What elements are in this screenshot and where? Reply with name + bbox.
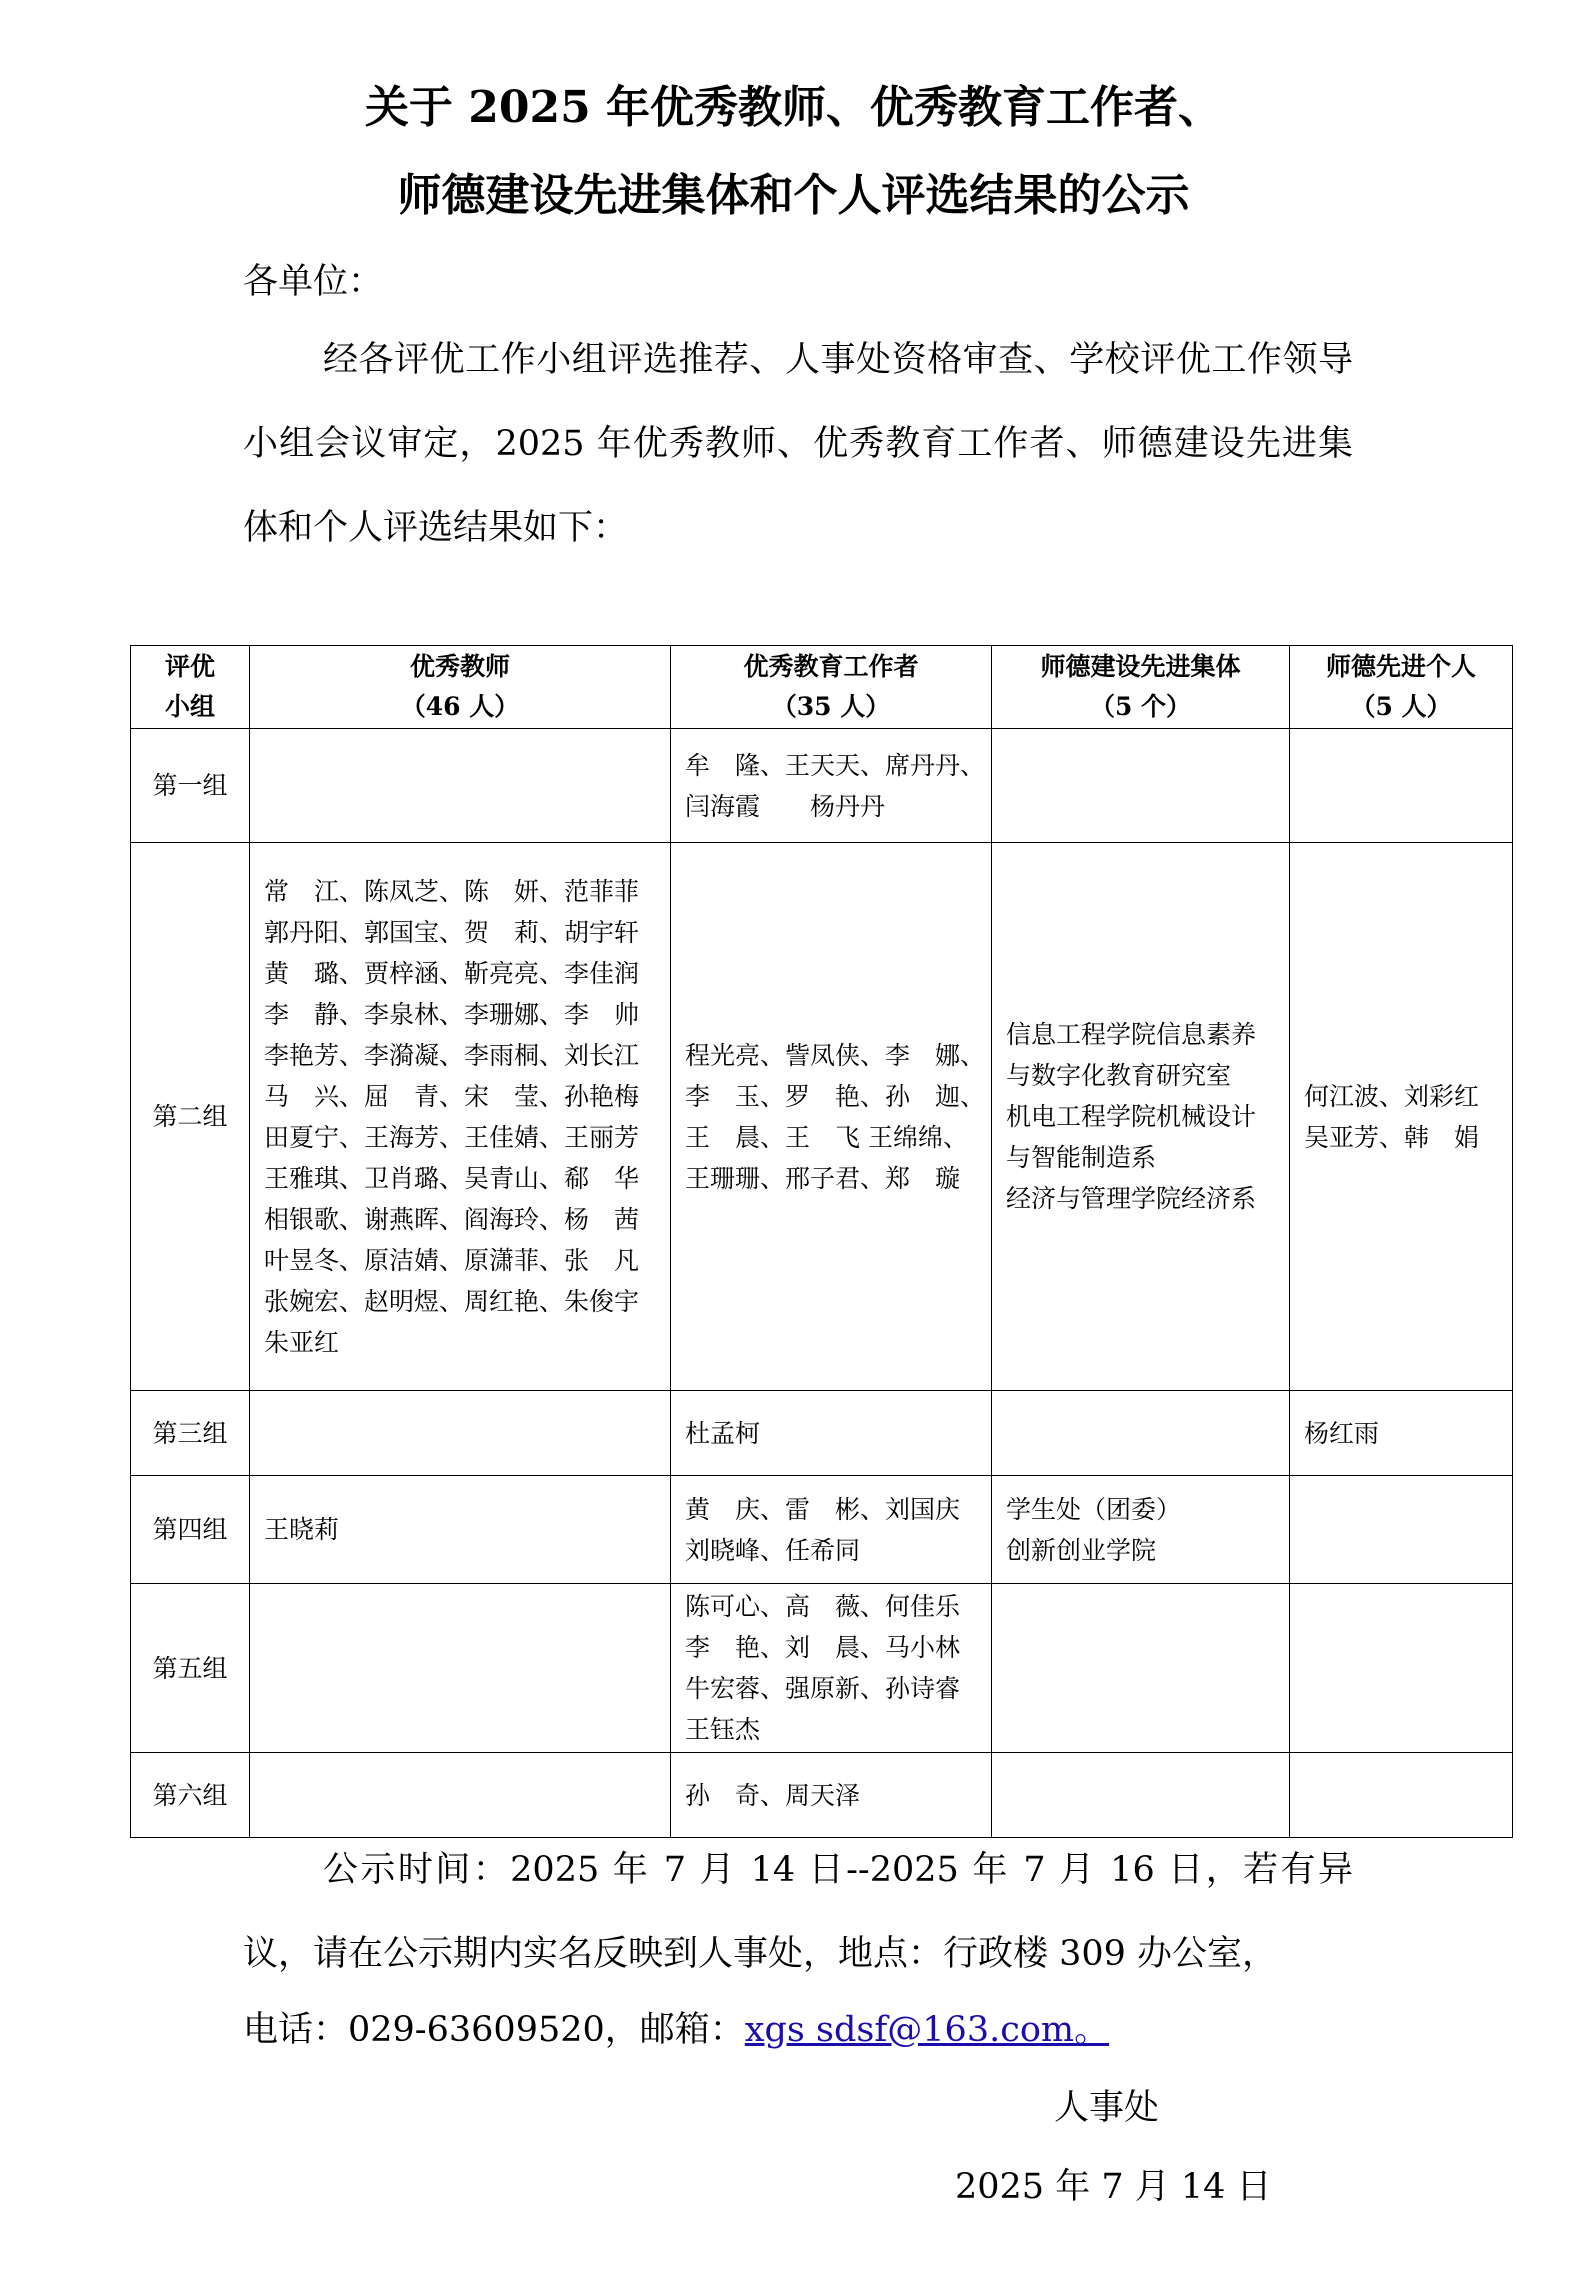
table-row: [131, 1391, 1513, 1476]
cell-line: 相银歌、谢燕晖、阎海玲、杨 茜: [264, 1204, 640, 1234]
collectives-cell: [992, 729, 1290, 843]
cell-line: 李 静、李泉林、李珊娜、李 帅: [264, 999, 640, 1029]
workers-cell: [671, 1476, 992, 1584]
contact-line: [243, 2005, 1109, 2055]
cell-line: 朱亚红: [264, 1327, 340, 1357]
signature-department: 人事处: [1054, 2088, 1160, 2128]
cell-line: 黄 璐、贾梓涵、靳亮亮、李佳润: [264, 958, 640, 988]
workers-cell: [671, 1753, 992, 1838]
cell-line: 孙 奇、周天泽: [685, 1780, 861, 1810]
results-table: [130, 645, 1513, 1838]
header-group: 评优 小组: [131, 646, 250, 729]
notice-title-line-1: 关于 2025 年优秀教师、优秀教育工作者、: [364, 82, 1223, 133]
teachers-cell: [250, 1584, 671, 1753]
cell-line: 李艳芳、李漪凝、李雨桐、刘长江: [264, 1040, 640, 1070]
header-outstanding-teachers: 优秀教师 （46 人）: [250, 646, 671, 729]
individuals-cell: [1290, 843, 1513, 1391]
group-cell: 第五组: [131, 1584, 250, 1753]
cell-line: 牛宏蓉、强原新、孙诗睿: [685, 1674, 961, 1703]
cell-line: 杜孟柯: [685, 1418, 761, 1448]
cell-line: 田夏宁、王海芳、王佳婧、王丽芳: [264, 1122, 640, 1152]
cell-line: 王雅琪、卫肖璐、吴青山、郗 华: [264, 1163, 640, 1193]
teachers-cell: [250, 1391, 671, 1476]
cell-line: 与智能制造系: [1006, 1143, 1157, 1172]
cell-line: 经济与管理学院经济系: [1006, 1184, 1257, 1213]
cell-line: 杨红雨: [1304, 1418, 1380, 1448]
cell-line: 马 兴、屈 青、宋 莹、孙艳梅: [264, 1081, 640, 1111]
intro-paragraph: 经各评优工作小组评选推荐、人事处资格审查、学校评优工作领导小组会议审定，2025 年优秀教师、优秀教育工作者、师德建设先进集体和个人评选结果如下：: [243, 340, 1353, 548]
cell-line: 机电工程学院机械设计: [1006, 1102, 1257, 1131]
workers-cell: [671, 729, 992, 843]
cell-line: 李 艳、刘 晨、马小林: [685, 1633, 961, 1662]
cell-line: 王珊珊、邢子君、郑 璇: [685, 1163, 961, 1193]
individuals-cell: [1290, 1476, 1513, 1584]
table-header-row: [131, 646, 1513, 729]
cell-line: 郭丹阳、郭国宝、贺 莉、胡宇轩: [264, 917, 640, 947]
table-row: [131, 1753, 1513, 1838]
cell-line: 学生处（团委）: [1006, 1494, 1182, 1524]
table-row: [131, 1476, 1513, 1584]
cell-line: 常 江、陈凤芝、陈 妍、范菲菲: [264, 876, 640, 906]
group-cell: 第四组: [131, 1476, 250, 1584]
individuals-cell: [1290, 1584, 1513, 1753]
group-cell: 第六组: [131, 1753, 250, 1838]
workers-cell: [671, 843, 992, 1391]
cell-line: 张婉宏、赵明煜、周红艳、朱俊宇: [264, 1286, 640, 1316]
teachers-cell: [250, 729, 671, 843]
cell-line: 刘晓峰、任希同: [685, 1535, 861, 1565]
collectives-cell: [992, 1391, 1290, 1476]
cell-line: 吴亚芳、韩 娟: [1304, 1122, 1480, 1152]
collectives-cell: [992, 1476, 1290, 1584]
workers-cell: [671, 1584, 992, 1753]
header-ethics-collectives: 师德建设先进集体 （5 个）: [992, 646, 1290, 729]
cell-line: 陈可心、高 薇、何佳乐: [685, 1592, 961, 1621]
teachers-cell: [250, 1753, 671, 1838]
individuals-cell: [1290, 1753, 1513, 1838]
collectives-cell: [992, 1753, 1290, 1838]
individuals-cell: [1290, 1391, 1513, 1476]
cell-line: 闫海霞 杨丹丹: [685, 791, 886, 821]
phone-text: 电话：029-63609520，邮箱：: [243, 2010, 745, 2050]
salutation: 各单位：: [243, 262, 384, 302]
cell-line: 创新创业学院: [1006, 1535, 1157, 1565]
teachers-cell: [250, 1476, 671, 1584]
cell-line: 与数字化教育研究室: [1006, 1061, 1232, 1090]
cell-line: 王晓莉: [264, 1515, 340, 1544]
table-row: [131, 1584, 1513, 1753]
cell-line: 信息工程学院信息素养: [1006, 1020, 1257, 1049]
cell-line: 程光亮、訾凤侠、李 娜、: [685, 1040, 986, 1070]
cell-line: 何江波、刘彩红: [1304, 1081, 1480, 1111]
teachers-cell: [250, 843, 671, 1391]
workers-cell: [671, 1391, 992, 1476]
notice-paragraph: 公示时间：2025 年 7 月 14 日--2025 年 7 月 16 日，若有异议，请在公示期内实名反映到人事处，地点：行政楼 309 办公室，: [243, 1850, 1353, 1974]
header-outstanding-workers: 优秀教育工作者 （35 人）: [671, 646, 992, 729]
table-row: [131, 729, 1513, 843]
individuals-cell: [1290, 729, 1513, 843]
notice-title-line-2: 师德建设先进集体和个人评选结果的公示: [397, 170, 1190, 221]
header-ethics-individuals: 师德先进个人 （5 人）: [1290, 646, 1513, 729]
table-row: [131, 843, 1513, 1391]
cell-line: 牟 隆、王天天、席丹丹、: [685, 750, 986, 780]
cell-line: 王 晨、王 飞 王绵绵、: [685, 1122, 968, 1152]
email-link[interactable]: xgs sdsf@163.com。: [744, 2010, 1110, 2050]
group-cell: 第二组: [131, 843, 250, 1391]
cell-line: 叶昱冬、原洁婧、原潇菲、张 凡: [264, 1245, 640, 1275]
collectives-cell: [992, 843, 1290, 1391]
group-cell: 第一组: [131, 729, 250, 843]
group-cell: 第三组: [131, 1391, 250, 1476]
cell-line: 黄 庆、雷 彬、刘国庆: [685, 1494, 961, 1524]
signature-date: 2025 年 7 月 14 日: [955, 2167, 1272, 2207]
cell-line: 李 玉、罗 艳、孙 迦、: [685, 1081, 986, 1111]
collectives-cell: [992, 1584, 1290, 1753]
cell-line: 王钰杰: [685, 1715, 761, 1744]
